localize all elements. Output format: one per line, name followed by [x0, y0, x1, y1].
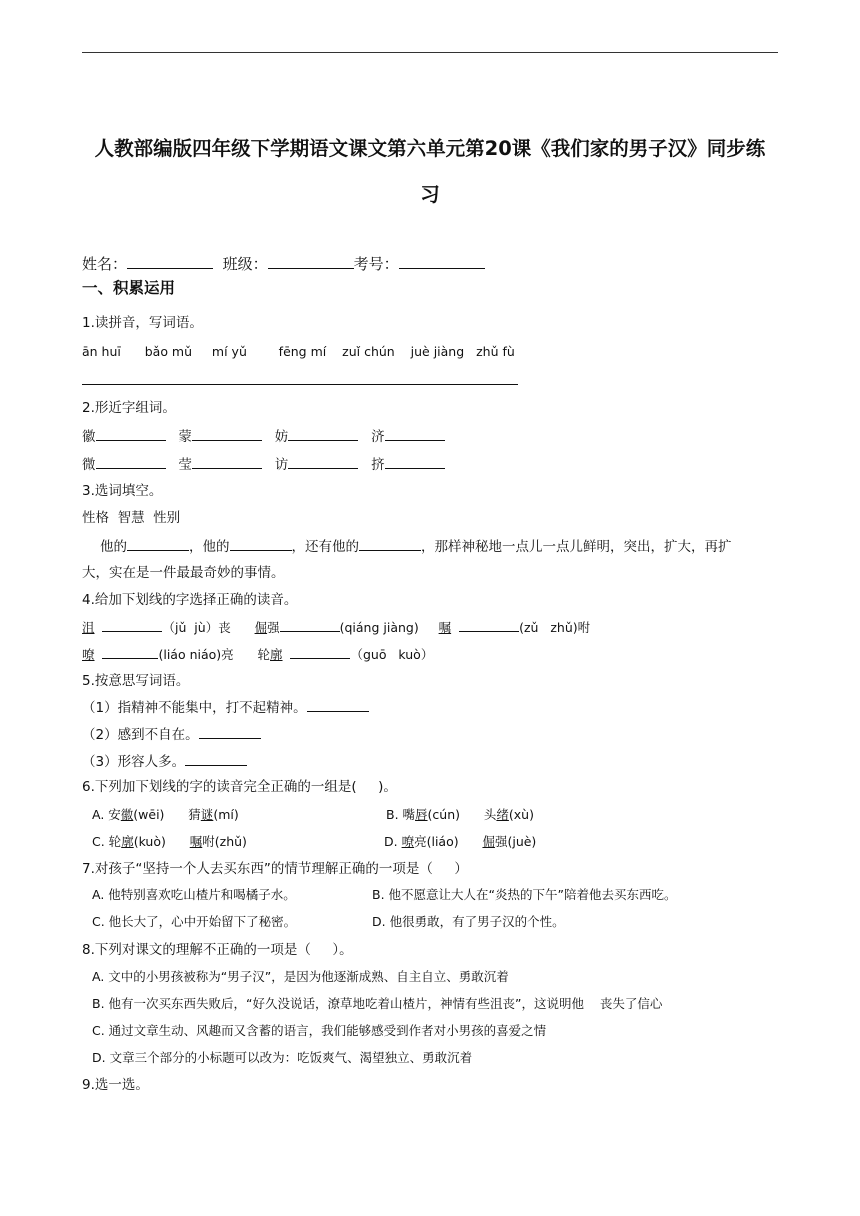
student-info-row	[82, 254, 485, 274]
q8-stem: 8.下列对课文的理解不正确的一项是（ ）。	[82, 942, 353, 958]
q2-row-1: 徽 蒙 妨 济	[82, 426, 445, 447]
title-line-1: 人教部编版四年级下学期语文课文第六单元第20课《我们家的男子汉》同步练	[94, 137, 766, 160]
q7-option-d[interactable]: D. 他很勇敢，有了男子汉的个性。	[372, 914, 565, 929]
q6-option-d[interactable]: D. 嘹亮(liáo) 倔强(juè)	[384, 834, 537, 849]
number-blank[interactable]	[399, 254, 485, 269]
q7-stem: 7.对孩子“坚持一个人去买东西”的情节理解正确的一项是（ ）	[82, 861, 468, 877]
q4-row-2: 嘹 (liáo niáo)亮 轮廓 （guō kuò）	[82, 644, 433, 665]
name-label: 姓名：	[82, 255, 128, 273]
q5-stem: 5.按意思写词语。	[82, 673, 190, 689]
pinyin-1: ān huī	[82, 344, 121, 359]
title-line-2: 习	[420, 183, 440, 206]
q8-option-a[interactable]: A. 文中的小男孩被称为“男子汉”，是因为他逐渐成熟、自主自立、勇敢沉着	[92, 969, 509, 984]
q6-option-a[interactable]: A. 安徽(wēi) 猜谜(mí)	[92, 807, 239, 822]
q2-row-2: 微 莹 访 挤	[82, 454, 445, 475]
q3-word-bank: 性格 智慧 性别	[82, 510, 181, 526]
class-blank[interactable]	[268, 254, 354, 269]
class-label: 班级：	[222, 255, 268, 273]
q3-stem: 3.选词填空。	[82, 483, 163, 499]
pinyin-7: zhǔ fù	[476, 344, 515, 359]
q3-sentence-cont: 大，实在是一件最最奇妙的事情。	[82, 565, 285, 581]
q7-option-a[interactable]: A. 他特别喜欢吃山楂片和喝橘子水。	[92, 887, 296, 902]
q8-option-c[interactable]: C. 通过文章生动、风趣而又含蓄的语言，我们能够感受到作者对小男孩的喜爱之情	[92, 1023, 547, 1038]
header-rule	[82, 52, 778, 53]
q8-option-d[interactable]: D. 文章三个部分的小标题可以改为：吃饭爽气、渴望独立、勇敢沉着	[92, 1050, 473, 1065]
q1-answer-blanks[interactable]	[82, 370, 518, 391]
q6-option-c[interactable]: C. 轮廓(kuò) 嘱咐(zhǔ)	[92, 834, 247, 849]
q6-stem: 6.下列加下划线的字的读音完全正确的一组是( )。	[82, 779, 397, 795]
q4-row-1: 沮 （jǔ jù）丧 倔强 (qiáng jiàng) 嘱 (zǔ zhǔ)咐	[82, 617, 590, 638]
q9-stem: 9.选一选。	[82, 1077, 149, 1093]
section-heading: 一、积累运用	[82, 279, 176, 297]
q7-option-c[interactable]: C. 他长大了，心中开始留下了秘密。	[92, 914, 297, 929]
q6-option-b[interactable]: B. 嘴唇(cún) 头绪(xù)	[386, 807, 534, 822]
pinyin-2: bǎo mǔ	[144, 344, 193, 359]
q8-option-b[interactable]: B. 他有一次买东西失败后，“好久没说话，潦草地吃着山楂片，神情有些沮丧”，这说明他 丧失了信心	[92, 996, 663, 1011]
q5-item-1: （1）指精神不能集中，打不起精神。	[82, 697, 369, 718]
q2-stem: 2.形近字组词。	[82, 400, 176, 416]
pinyin-6: juè jiàng	[410, 344, 465, 359]
pinyin-4: fēng mí	[278, 344, 327, 359]
number-label: 考号：	[353, 255, 399, 273]
q1-stem: 1.读拼音，写词语。	[82, 315, 203, 331]
name-blank[interactable]	[127, 254, 213, 269]
q5-item-2: （2）感到不自在。	[82, 724, 261, 745]
pinyin-3: mí yǔ	[211, 344, 247, 359]
pinyin-5: zuǐ chún	[342, 344, 395, 359]
page-title	[82, 126, 778, 218]
q1-pinyin-row	[82, 342, 515, 362]
q3-sentence: 他的 ，他的 ，还有他的 ，那样神秘地一点儿一点儿鲜明，突出，扩大，再扩	[100, 536, 732, 557]
q7-option-b[interactable]: B. 他不愿意让大人在“炎热的下午”陪着他去买东西吃。	[372, 887, 677, 902]
q5-item-3: （3）形容人多。	[82, 751, 247, 772]
q4-stem: 4.给加下划线的字选择正确的读音。	[82, 592, 298, 608]
